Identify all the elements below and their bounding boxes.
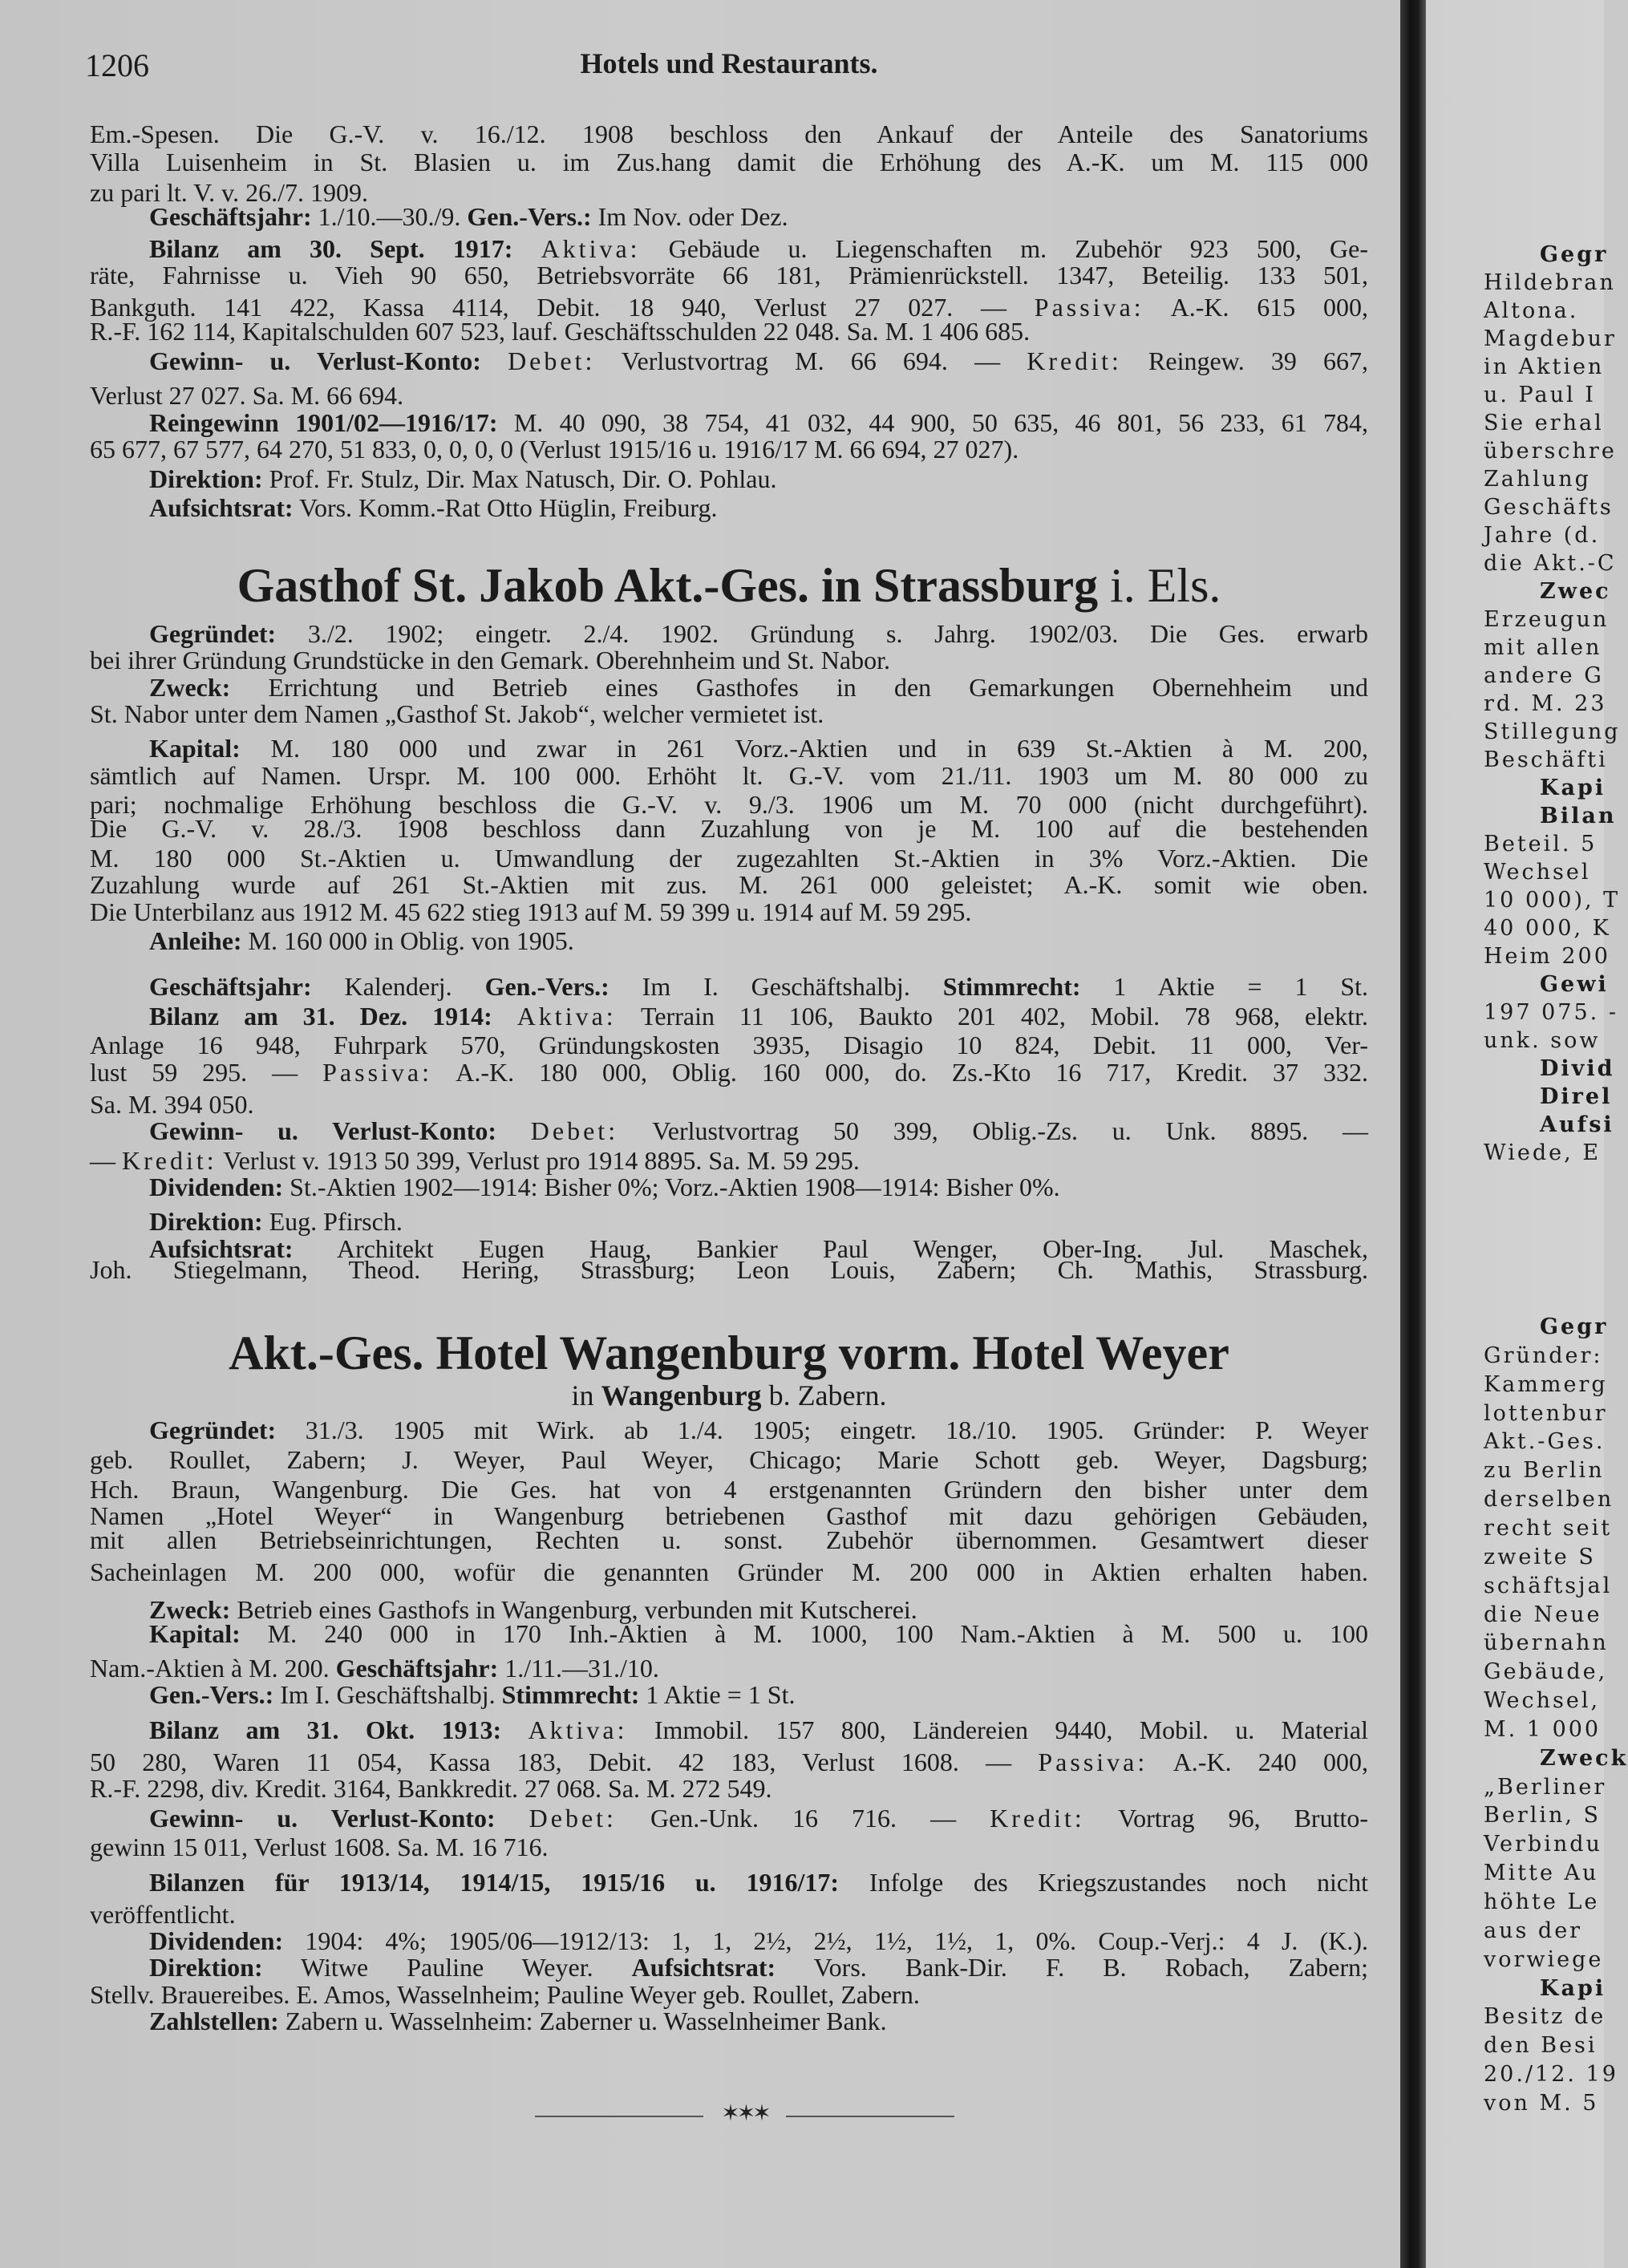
text-line (149, 492, 1368, 524)
fragment-line: überschre (1484, 439, 1617, 464)
text-line (90, 1444, 1368, 1476)
fragment-line: „Berliner (1484, 1774, 1607, 1800)
text-line (149, 2005, 1368, 2037)
fragment-line: Berlin, S (1484, 1803, 1602, 1829)
field-text: 1./11.—31./10. (498, 1654, 659, 1683)
field-label: Kapital: (149, 1619, 241, 1648)
field-text: 3./2. 1902; eingetr. 2./4. 1902. Gründung s. Jahrg. 1902/03. Die Ges. erwarb (276, 619, 1368, 648)
fragment-line: unk. sow (1484, 1028, 1601, 1053)
field-text: Sa. M. 394 050. (90, 1090, 254, 1119)
field-text: St.-Aktien 1902—1914: Bisher 0%; Vorz.-Aktien 1908—1914: Bisher 0%. (283, 1172, 1060, 1201)
field-text: lust 59 295. — (90, 1058, 323, 1087)
field-text: St. Nabor unter dem Namen „Gasthof St. Jakob“, welcher vermietet ist. (90, 699, 824, 728)
book-spine-gutter (1400, 0, 1426, 2268)
fragment-line: Geschäfts (1484, 495, 1614, 520)
field-text: bei ihrer Gründung Grundstücke in den Gemark. Oberehnheim und St. Nabor. (90, 646, 890, 674)
text-line (90, 1831, 1368, 1863)
field-text: M. 180 000 und zwar in 261 Vorz.-Aktien und in 639 St.-Aktien à M. 200, (240, 734, 1368, 763)
text-line (149, 1414, 1368, 1446)
text-line (149, 345, 1368, 377)
text-line (149, 1714, 1368, 1746)
fragment-line: Mitte Au (1484, 1861, 1599, 1886)
field-label: Geschäftsjahr: (149, 202, 312, 231)
fragment-line: andere G (1484, 663, 1604, 688)
fragment-line: 40 000, K (1484, 916, 1611, 941)
fragment-line: lottenbur (1484, 1400, 1608, 1426)
field-text: räte, Fahrnisse u. Vieh 90 650, Betriebsvorräte 66 181, Prämienrückstell. 1347, Beteilig. 133 501, (90, 261, 1368, 290)
fragment-line: Besitz de (1484, 2004, 1606, 2030)
field-text: Architekt Eugen Haug, Bankier Paul Wenger, Ober-Ing. Jul. Maschek, (293, 1234, 1368, 1263)
location-prefix: in (571, 1379, 601, 1411)
text-line (149, 1115, 1368, 1147)
fragment-heading: Kapi (1540, 776, 1606, 800)
fragment-heading: Kapi (1540, 1975, 1606, 2001)
field-text: Em.-Spesen. Die G.-V. v. 16./12. 1908 beschloss den Ankauf der Anteile des Sanatoriums (90, 119, 1368, 148)
field-text (501, 1715, 528, 1744)
fragment-line: derselben (1484, 1487, 1614, 1513)
fragment-line: Verbindu (1484, 1832, 1602, 1857)
field-text: 50 280, Waren 11 054, Kassa 183, Debit. 42 183, Verlust 1608. — (90, 1748, 1039, 1776)
running-head: Hotels und Restaurants. (580, 47, 878, 79)
field-text: Vortrag 96, Brutto- (1084, 1804, 1369, 1833)
company-title-suffix: i. Els. (1098, 559, 1221, 612)
field-label: Stimmrecht: (501, 1680, 640, 1709)
field-text: M. 40 090, 38 754, 41 032, 44 900, 50 635, 46 801, 56 233, 61 784, (497, 408, 1369, 437)
field-text: M. 160 000 in Oblig. von 1905. (241, 926, 574, 955)
company-title (90, 557, 1368, 614)
fragment-line: Gebäude, (1484, 1659, 1608, 1685)
text-line (90, 896, 1368, 928)
spaced-term: Passiva: (1034, 293, 1144, 322)
field-text: geb. Roullet, Zabern; J. Weyer, Paul Weyer, Chicago; Marie Schott geb. Weyer, Dagsburg; (90, 1445, 1368, 1474)
fragment-heading: Gegr (1540, 242, 1609, 267)
field-text: Zuzahlung wurde auf 261 St.-Aktien mit zus. M. 261 000 geleistet; A.-K. somit wie oben. (90, 870, 1368, 899)
field-text: Zabern u. Wasselnheim: Zaberner u. Wasselnheimer Bank. (278, 2007, 887, 2035)
field-label: Aufsichtsrat: (631, 1953, 776, 1982)
text-line (149, 463, 1368, 495)
text-line (90, 1556, 1368, 1588)
field-label: Gegründet: (149, 1415, 277, 1444)
field-text: Hch. Braun, Wangenburg. Die Ges. hat von 4 erstgenannten Gründern den bisher unter dem (90, 1475, 1368, 1504)
text-line (90, 315, 1368, 347)
fragment-line: in Aktien (1484, 354, 1605, 379)
text-line (149, 925, 1368, 957)
fragment-line: Wiede, E (1484, 1140, 1602, 1165)
fragment-heading: Zweck (1540, 1745, 1628, 1771)
field-text (496, 1116, 531, 1145)
field-text: Stellv. Brauereibes. E. Amos, Wasselnheim; Pauline Weyer geb. Roullet, Zabern. (90, 1980, 920, 2009)
field-text: mit allen Betriebseinrichtungen, Rechten u. sonst. Zubehör übernommen. Gesamtwert dieser (90, 1525, 1368, 1554)
field-text: — (90, 1146, 122, 1175)
fragment-line: übernahn (1484, 1630, 1609, 1656)
fragment-line: Erzeugun (1484, 607, 1610, 632)
fragment-line: zweite S (1484, 1544, 1596, 1569)
field-label: Bilanz am 31. Dez. 1914: (149, 1002, 492, 1031)
field-text: Infolge des Kriegszustandes noch nicht (839, 1868, 1369, 1897)
field-text: Gen.-Unk. 16 716. — (616, 1804, 990, 1833)
fragment-line: Kammerg (1484, 1371, 1608, 1397)
fragment-line: zu Berlin (1484, 1458, 1605, 1484)
field-text: Errichtung und Betrieb eines Gasthofes in den Gemarkungen Obernehheim und (230, 673, 1368, 702)
fragment-line: Beteil. 5 (1484, 832, 1598, 857)
fragment-line: recht seit (1484, 1515, 1613, 1541)
field-label: Dividenden: (149, 1926, 284, 1955)
field-text: Verlustvortrag M. 66 694. — (595, 346, 1027, 375)
ornament-rule-right (786, 2116, 954, 2117)
text-line (90, 698, 1368, 730)
field-label: Aufsichtsrat: (149, 1234, 294, 1263)
field-label: Gen.-Vers.: (149, 1680, 274, 1709)
fragment-line: Altona. (1484, 298, 1579, 323)
spaced-term: Debet: (528, 1804, 617, 1833)
field-text: Terrain 11 106, Baukto 201 402, Mobil. 78 968, elektr. (616, 1002, 1369, 1031)
location-suffix: b. Zabern. (761, 1379, 887, 1411)
spaced-term: Aktiva: (528, 1715, 628, 1744)
field-text: Im Nov. oder Dez. (591, 202, 788, 231)
spaced-term: Aktiva: (516, 1002, 617, 1031)
text-line (149, 1618, 1368, 1650)
fragment-line: Stillegung (1484, 719, 1621, 744)
fragment-line: Gründer: (1484, 1343, 1603, 1368)
field-text: zu pari lt. V. v. 26./7. 1909. (90, 178, 368, 207)
fragment-line: Wechsel (1484, 860, 1591, 885)
fragment-heading: Divid (1540, 1056, 1615, 1081)
field-text: 1904: 4%; 1905/06—1912/13: 1, 1, 2½, 2½, 1½, 1½, 1, 0%. Coup.-Verj.: 4 J. (K.). (283, 1926, 1368, 1955)
field-text: M. 240 000 in 170 Inh.-Aktien à M. 1000, 100 Nam.-Aktien à M. 500 u. 100 (240, 1619, 1368, 1648)
page-number: 1206 (85, 47, 149, 83)
field-text: Verlust v. 1913 50 399, Verlust pro 1914 8895. Sa. M. 59 295. (217, 1146, 860, 1175)
fragment-line: Heim 200 (1484, 944, 1610, 969)
fragment-line: rd. M. 23 (1484, 691, 1607, 716)
fragment-line: die Akt.-C (1484, 551, 1617, 576)
field-text: Immobil. 157 800, Ländereien 9440, Mobil. u. Material (627, 1715, 1369, 1744)
field-text: 1 Aktie = 1 St. (1080, 972, 1369, 1001)
field-text (496, 1804, 529, 1833)
field-text: Im I. Geschäftshalbj. (609, 972, 943, 1001)
field-text: Die G.-V. v. 28./3. 1908 beschloss dann Zuzahlung von je M. 100 auf die bestehenden (90, 814, 1368, 843)
fragment-line: mit allen (1484, 635, 1602, 660)
field-label: Gen.-Vers.: (467, 202, 592, 231)
field-text: 1 Aktie = 1 St. (639, 1680, 796, 1709)
field-text: Nam.-Aktien à M. 200. (90, 1654, 336, 1683)
field-text: Bankguth. 141 422, Kassa 4114, Debit. 18 940, Verlust 27 027. — (90, 293, 1035, 322)
fragment-line: 197 075. - (1484, 1000, 1618, 1025)
company-location (90, 1378, 1368, 1413)
field-text: Prof. Fr. Stulz, Dir. Max Natusch, Dir. O. Pohlau. (262, 464, 777, 493)
field-text: Anlage 16 948, Fuhrpark 570, Gründungskosten 3935, Disagio 10 824, Debit. 11 000, Ver- (90, 1031, 1368, 1059)
location-place: Wangenburg (601, 1379, 762, 1411)
fragment-heading: Zwec (1540, 579, 1611, 604)
fragment-line: Beschäfti (1484, 747, 1608, 772)
spaced-term: Passiva: (322, 1058, 432, 1087)
fragment-line: Sie erhal (1484, 411, 1604, 435)
fragment-line: den Besi (1484, 2033, 1598, 2059)
fragment-line: Zahlung (1484, 467, 1591, 492)
fragment-line: vorwiege (1484, 1946, 1604, 1972)
field-text: A.-K. 240 000, (1148, 1748, 1369, 1776)
fragment-line: Wechsel, (1484, 1688, 1601, 1714)
text-line (90, 259, 1368, 291)
field-text: 1./10.—30./9. (311, 202, 468, 231)
text-line (90, 1253, 1368, 1286)
text-line (149, 200, 1368, 233)
field-text: Namen „Hotel Weyer“ in Wangenburg betriebenen Gasthof mit dazu gehörigen Gebäuden, (90, 1501, 1368, 1530)
field-label: Bilanz am 31. Okt. 1913: (149, 1715, 502, 1744)
fragment-line: Akt.-Ges. (1484, 1429, 1606, 1455)
field-label: Reingewinn 1901/02—1916/17: (149, 408, 498, 437)
field-label: Gen.-Vers.: (484, 972, 609, 1001)
text-line (149, 1866, 1368, 1898)
field-label: Kapital: (149, 734, 241, 763)
field-text: veröffentlicht. (90, 1900, 236, 1929)
field-label: Anleihe: (149, 926, 242, 955)
text-line (149, 970, 1368, 1002)
field-label: Aufsichtsrat: (149, 493, 294, 522)
fragment-line: von M. 5 (1484, 2090, 1599, 2116)
spaced-term: Aktiva: (541, 234, 641, 263)
field-label: Gewinn- u. Verlust-Konto: (149, 1116, 497, 1145)
field-label: Stimmrecht: (942, 972, 1081, 1001)
fragment-line: 10 000), T (1484, 888, 1621, 913)
fragment-line: M. 1 000 (1484, 1716, 1602, 1742)
fragment-line: u. Paul I (1484, 383, 1596, 407)
field-text: pari; nochmalige Erhöhung beschloss die G.-V. v. 9./3. 1906 um M. 70 000 (nicht durchgeführt). (90, 790, 1368, 819)
text-line (90, 1772, 1368, 1804)
section-end-ornament (535, 2101, 954, 2126)
field-text: Vors. Komm.-Rat Otto Hüglin, Freiburg. (293, 493, 718, 522)
fragment-line: schäftsjal (1484, 1573, 1613, 1598)
field-text: Betrieb eines Gasthofs in Wangenburg, verbunden mit Kutscherei. (230, 1595, 917, 1624)
field-label: Bilanz am 30. Sept. 1917: (149, 234, 513, 263)
fragment-line: höhte Le (1484, 1889, 1600, 1914)
text-line (90, 812, 1368, 844)
fragment-line: Magdebur (1484, 326, 1617, 351)
text-line (90, 433, 1368, 465)
text-line (90, 1524, 1368, 1556)
field-text: A.-K. 180 000, Oblig. 160 000, do. Zs.-Kto 16 717, Kredit. 37 332. (432, 1058, 1368, 1087)
field-text (492, 1002, 517, 1031)
spaced-term: Kredit: (122, 1146, 217, 1175)
field-label: Gegründet: (149, 619, 277, 648)
field-text: Villa Luisenheim in St. Blasien u. im Zus.hang damit die Erhöhung des A.-K. um M. 115 000 (90, 148, 1368, 176)
fragment-heading: Bilan (1540, 804, 1617, 828)
field-text: sämtlich auf Namen. Urspr. M. 100 000. Erhöht lt. G.-V. vom 21./11. 1903 um M. 80 000 zu (90, 761, 1368, 790)
field-label: Zweck: (149, 1595, 231, 1624)
field-label: Direktion: (149, 1207, 263, 1236)
field-text: Vors. Bank-Dir. F. B. Robach, Zabern; (776, 1953, 1368, 1982)
field-label: Bilanzen für 1913/14, 1914/15, 1915/16 u. 1916/17: (149, 1868, 840, 1897)
fragment-line: die Neue (1484, 1602, 1602, 1627)
ornament-rule-left (535, 2116, 703, 2117)
fragment-heading: Gewi (1540, 972, 1609, 997)
company-title-main: Gasthof St. Jakob Akt.-Ges. in Strassburg (237, 559, 1099, 612)
field-text: Verlust 27 027. Sa. M. 66 694. (90, 381, 404, 410)
field-text: Gebäude u. Liegenschaften m. Zubehör 923 500, Ge- (640, 234, 1369, 263)
fragment-heading: Direl (1540, 1084, 1613, 1109)
text-line (90, 759, 1368, 792)
ornament-flourish-icon: ✶✶✶ (721, 2101, 768, 2126)
field-text: Sacheinlagen M. 200 000, wofür die genannten Gründer M. 200 000 in Aktien erhalten haben. (90, 1557, 1368, 1586)
field-text: Im I. Geschäftshalbj. (273, 1680, 502, 1709)
spaced-term: Passiva: (1038, 1748, 1148, 1776)
fragment-line: Jahre (d. (1484, 523, 1601, 548)
field-label: Gewinn- u. Verlust-Konto: (149, 346, 481, 375)
field-label: Geschäftsjahr: (335, 1654, 499, 1683)
text-line (149, 1679, 1368, 1711)
field-text (481, 346, 508, 375)
field-text: Verlustvortrag 50 399, Oblig.-Zs. u. Unk. 8895. — (618, 1116, 1369, 1145)
text-line (149, 1802, 1368, 1834)
text-line (90, 118, 1368, 150)
fragment-line: 20./12. 19 (1484, 2062, 1618, 2088)
field-text: 31./3. 1905 mit Wirk. ab 1./4. 1905; eingetr. 18./10. 1905. Gründer: P. Weyer (276, 1415, 1368, 1444)
fragment-line: aus der (1484, 1918, 1583, 1943)
field-label: Gewinn- u. Verlust-Konto: (149, 1804, 496, 1833)
field-text: Reingew. 39 667, (1121, 346, 1369, 375)
field-text: A.-K. 615 000, (1144, 293, 1369, 322)
field-label: Zweck: (149, 673, 231, 702)
fragment-heading: Gegr (1540, 1314, 1609, 1339)
field-text: M. 180 000 St.-Aktien u. Umwandlung der zugezahlten St.-Aktien in 3% Vorz.-Aktien. Die (90, 844, 1368, 873)
field-label: Direktion: (149, 464, 263, 493)
field-text: R.-F. 162 114, Kapitalschulden 607 523, lauf. Geschäftsschulden 22 048. Sa. M. 1 406 685. (90, 317, 1031, 346)
spaced-term: Kredit: (990, 1804, 1085, 1833)
field-label: Zahlstellen: (149, 2007, 279, 2035)
spaced-term: Debet: (508, 346, 596, 375)
field-text: Joh. Stiegelmann, Theod. Hering, Strassburg; Leon Louis, Zabern; Ch. Mathis, Strassburg. (90, 1255, 1368, 1284)
field-label: Geschäftsjahr: (149, 972, 312, 1001)
company-title-main: Akt.-Ges. Hotel Wangenburg vorm. Hotel Weyer (229, 1326, 1229, 1379)
fragment-line: Hildebran (1484, 270, 1616, 295)
spaced-term: Kredit: (1027, 346, 1122, 375)
text-line (149, 1171, 1368, 1203)
field-label: Dividenden: (149, 1172, 284, 1201)
field-text: R.-F. 2298, div. Kredit. 3164, Bankkredit. 27 068. Sa. M. 272 549. (90, 1774, 772, 1803)
company-title (90, 1325, 1368, 1381)
fragment-heading: Aufsi (1540, 1112, 1614, 1137)
field-text: Kalenderj. (311, 972, 485, 1001)
field-text: gewinn 15 011, Verlust 1608. Sa. M. 16 716. (90, 1833, 549, 1861)
field-label: Direktion: (149, 1953, 263, 1982)
text-line (149, 1000, 1368, 1032)
field-text: Eug. Pfirsch. (262, 1207, 403, 1236)
spaced-term: Debet: (530, 1116, 619, 1145)
text-line (90, 146, 1368, 178)
field-text: Witwe Pauline Weyer. (262, 1953, 632, 1982)
field-text: 65 677, 67 577, 64 270, 51 833, 0, 0, 0, 0 (Verlust 1915/16 u. 1916/17 M. 66 694, 27 027). (90, 435, 1019, 464)
field-text: Die Unterbilanz aus 1912 M. 45 622 stieg 1913 auf M. 59 399 u. 1914 auf M. 59 295. (90, 897, 972, 926)
text-line (90, 1056, 1368, 1088)
